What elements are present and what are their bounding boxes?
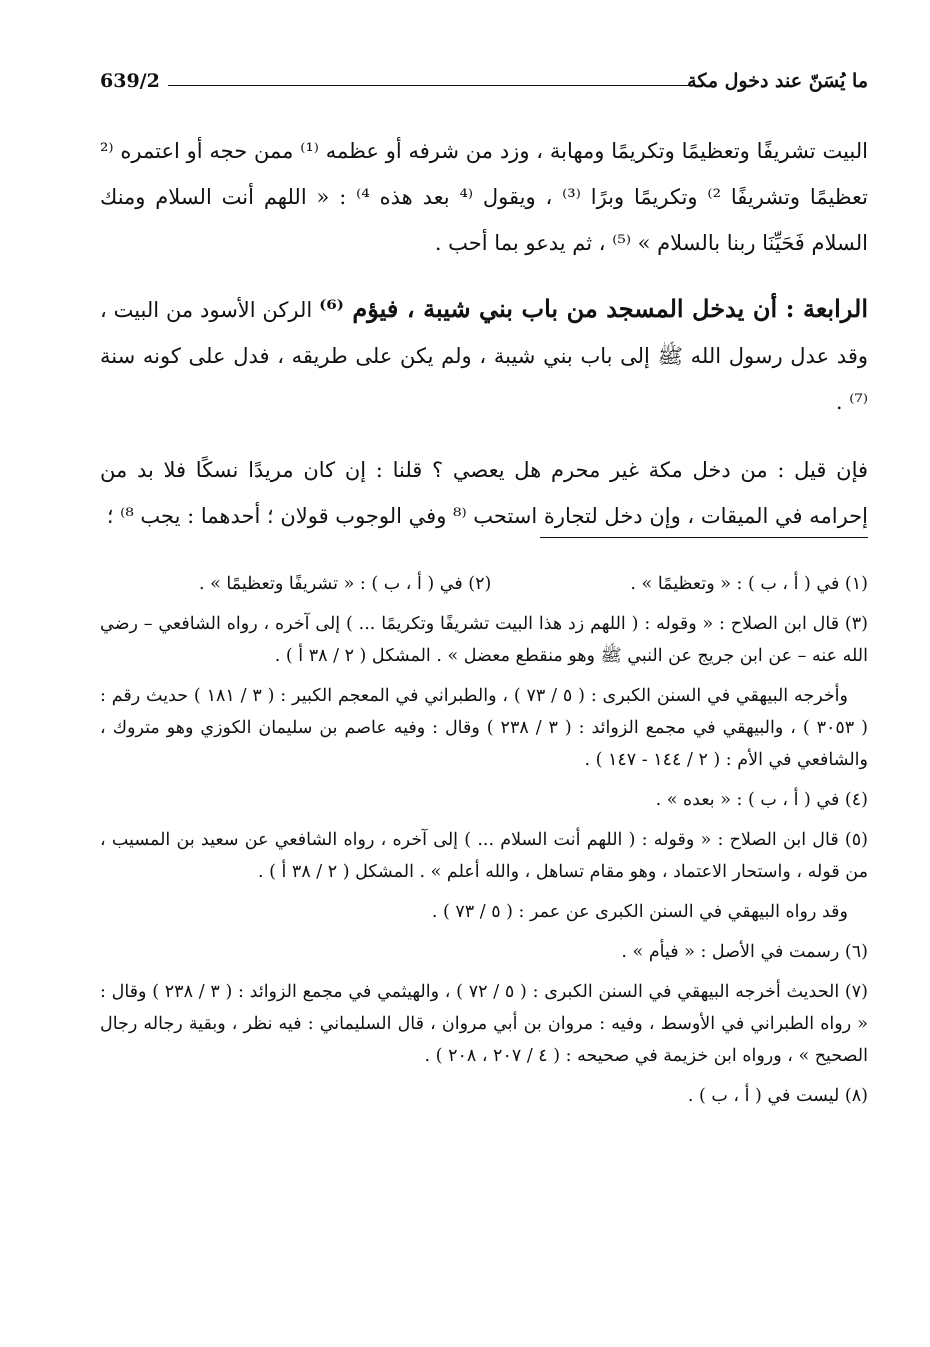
footnote-6: (٦) رسمت في الأصل : « فيأم » . [621, 942, 868, 962]
paragraph-text: فإن قيل : من دخل مكة غير محرم هل يعصي ؟ قلنا : إن كان مريدًا نسكًا فلا بد من إحرامه في الميقات ، وإن دخل لتجارة استحب ⁽⁸ وفي الوجوب قولان ؛ أحدهما : يجب ⁸⁾ ؛ [100, 458, 868, 528]
paragraph-rest: الركن الأسود من البيت ، وقد عدل رسول الله ﷺ إلى باب بني شيبة ، ولم يكن على طريقه ، فدل على كونه سنة ⁽⁷⁾ . [100, 298, 868, 414]
main-paragraph-1 [100, 128, 868, 266]
footnote-8: (٨) ليست في ( أ ، ب ) . [687, 1086, 868, 1106]
header-rule [168, 85, 696, 86]
footnote-5-continued: وقد رواه البيهقي في السنن الكبرى عن عمر : ( ٥ / ٧٣ ) . [431, 902, 848, 922]
footnote-4: (٤) في ( أ ، ب ) : « بعده » . [655, 790, 868, 810]
section-heading: الرابعة : أن يدخل المسجد من باب بني شيبة ، فيؤم ⁽⁶⁾ [319, 294, 869, 323]
page-number: 639/2 [100, 70, 160, 92]
footnote-3: (٣) قال ابن الصلاح : « وقوله : ( اللهم زد هذا البيت تشريفًا وتكريمًا ... ) إلى آخره ، رواه الشافعي – رضي الله عنه – عن ابن جريج عن النبي ﷺ وهو منقطع معضل » . المشكل ( ٢ / ٣٨ أ ) . [100, 614, 868, 666]
paragraph-text: البيت تشريفًا وتعظيمًا وتكريمًا ومهابة ، وزد من شرفه أو عظمه ⁽¹⁾ ممن حجه أو اعتمره ⁽² تعظيمًا وتشريفًا ²⁾ وتكريمًا وبرًا ⁽³⁾ ، ويقول ⁽⁴ بعد هذه ⁴⁾ : « اللهم أنت السلام ومنك السلام فَحَيِّنَا ربنا بالسلام » ⁽⁵⁾ ، ثم يدعو بما أحب . [100, 139, 868, 255]
main-paragraph-2 [100, 286, 868, 425]
footnote-5: (٥) قال ابن الصلاح : « وقوله : ( اللهم أنت السلام ... ) إلى آخره ، رواه الشافعي عن سعيد بن المسيب ، من قوله ، واستحار الاعتماد ، وهو مقام تساهل ، والله أعلم » . المشكل ( ٢ / ٣٨ أ ) . [100, 830, 868, 882]
running-title: ما يُسَنّ عند دخول مكة [687, 70, 868, 92]
footnote-7: (٧) الحديث أخرجه البيهقي في السنن الكبرى : ( ٥ / ٧٢ ) ، والهيثمي في مجمع الزوائد : ( ٣ / ٢٣٨ ) وقال : « رواه الطبراني في الأوسط ، وفيه : مروان بن أبي مروان ، قال السليماني : فيه نظر ، وبقية رجاله رجال الصحيح » ، ورواه ابن خزيمة في صحيحه : ( ٤ / ٢٠٧ ، ٢٠٨ ) . [100, 982, 868, 1066]
footnotes-block [100, 568, 868, 1112]
footnote-separator [540, 537, 868, 538]
footnote-3-continued: وأخرجه البيهقي في السنن الكبرى : ( ٥ / ٧٣ ) ، والطبراني في المعجم الكبير : ( ٣ / ١٨١ ) حديث رقم : ( ٣٠٥٣ ) ، والبيهقي في مجمع الزوائد : ( ٣ / ٢٣٨ ) وقال : وفيه عاصم بن سليمان الكوزي وهو متروك ، والشافعي في الأم : ( ٢ / ١٤٤ - ١٤٧ ) . [100, 686, 868, 770]
page-header [100, 70, 868, 100]
paragraph-text [100, 286, 868, 425]
footnote-1-2: (١) في ( أ ، ب ) : « وتعظيمًا » . (٢) في ( أ ، ب ) : « تشريفًا وتعظيمًا » . [199, 574, 868, 594]
main-paragraph-3 [100, 447, 868, 539]
